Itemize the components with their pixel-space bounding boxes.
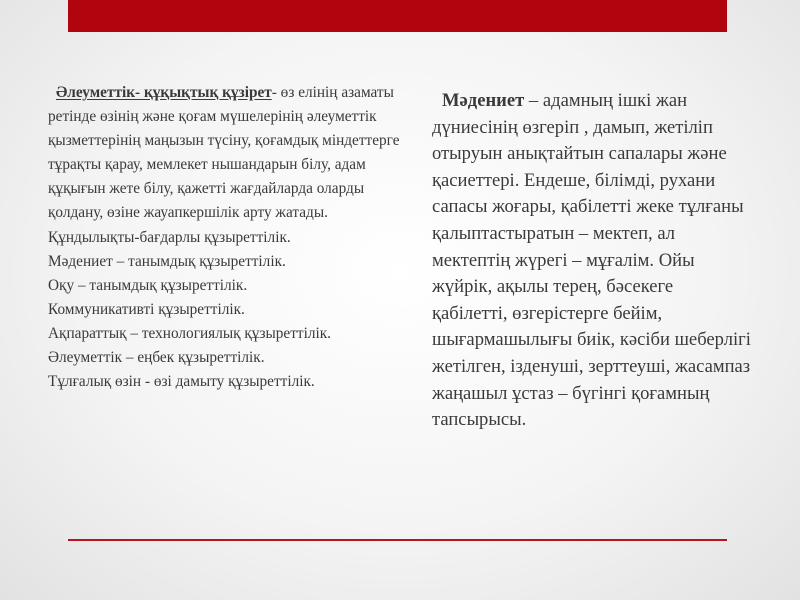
right-text-column <box>432 88 752 434</box>
competence-item: Мәдениет – танымдық құзыреттілік. <box>48 252 286 270</box>
top-accent-bar <box>68 0 727 32</box>
bottom-divider <box>68 539 727 541</box>
left-text-column <box>48 81 408 394</box>
competence-item: Тұлғалық өзін - өзі дамыту құзыреттілік. <box>48 373 315 391</box>
competence-definition-text: - өз елінің азаматы ретінде өзінің және қоғам мүшелерінің әлеуметтік қызметтерінің маңызын түсіну, қоғамдық міндеттерге тұрақты қарау, мемлекет нышандарын білу, адам құқығын жете білу, қажетті жағдайларда оларды қолдану, өзіне жауапкершілік арту жатады. <box>48 84 400 222</box>
competence-item: Оқу – танымдық құзыреттілік. <box>48 276 248 294</box>
competence-definition <box>48 81 408 226</box>
culture-term: Мәдениет <box>442 90 525 111</box>
competence-item: Әлеуметтік – еңбек құзыреттілік. <box>48 349 265 367</box>
competence-term: Әлеуметтік- құқықтық құзірет <box>56 84 272 101</box>
competence-item: Ақпараттық – технологиялық құзыреттілік. <box>48 324 331 342</box>
culture-paragraph <box>432 88 752 434</box>
competence-item: Коммуникативті құзыреттілік. <box>48 300 245 318</box>
culture-text: – адамның ішкі жан дүниесінің өзгеріп , дамып, жетіліп отыруын анықтайтын сапалары және қасиеттері. Ендеше, білімді, рухани сапасы жоғары, қабілетті жеке тұлғаны қалыптастыратын – мектеп, ал мектептің жүрегі – мұғалім. Ойы жүйрік, ақылы терең, бәсекеге қабілетті, өзгерістерге бейім, шығармашылығы биік, кәсіби шеберлігі жетілген, ізденуші, зерттеуші, жасампаз жаңашыл ұстаз – бүгінгі қоғамның тапсырысы. <box>432 90 751 431</box>
competence-item: Құндылықты-бағдарлы құзыреттілік. <box>48 228 291 246</box>
